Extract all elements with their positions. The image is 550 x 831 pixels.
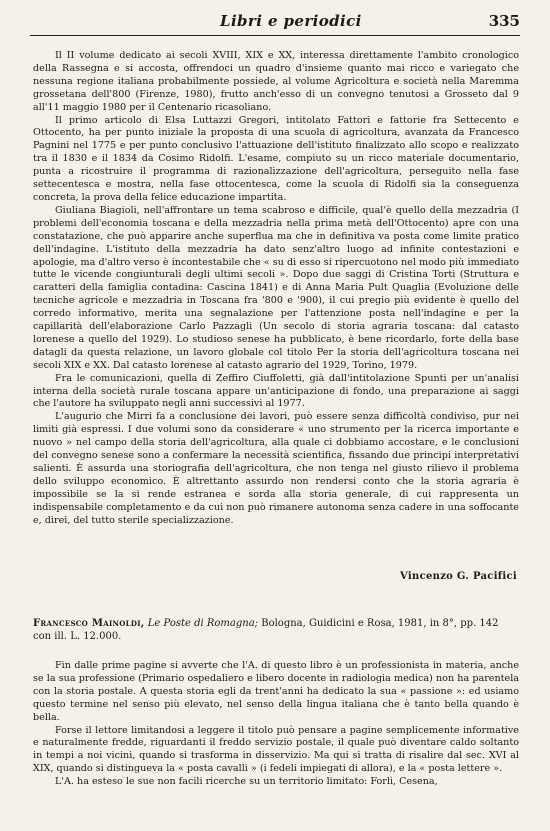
book-title: Le Poste di Romagna; <box>147 618 259 629</box>
paragraph: Fin dalle prime pagine si avverte che l'A. di questo libro è un professionista in materia, anche se la sua professione (Primario ospedaliero e libero docente in radiologia medica) non ha parentela con la storia postale. A questa storia egli da trent'anni ha dedicato la sua « passione »: ed usiamo questo termine nel senso più elevato, nel senso della lingua italiana che è tanto bella quando è bella. <box>33 660 519 723</box>
running-header <box>30 8 520 34</box>
book-author: Francesco Mainoldi, <box>33 618 145 629</box>
reviewer-signature: Vincenzo G. Pacifici <box>400 571 517 582</box>
page-number: 335 <box>488 12 520 30</box>
paragraph: Fra le comunicazioni, quella di Zeffiro Ciuffoletti, già dall'intitolazione Spunti per un'analisi interna della società rurale toscana appare un'anticipazione di fondo, una preparazione ai saggi che l'autore ha sviluppato negli anni successivi al 1977. <box>33 372 519 410</box>
review-body <box>33 50 519 528</box>
paragraph: L'augurio che Mirri fa a conclusione dei lavori, può essere senza difficoltà condiviso, pur nei limiti già espressi. I due volumi sono da considerare « uno strumento per la ricerca importante e nuovo » nel campo della storia dell'agricoltura, alla quale ci dobbiamo accostare, e le conclusioni del convegno senese sono a confermare la necessità scientifica, fissando due principi interpretativi salienti. È assurda una storiografia dell'agricoltura, che non tenga nel giusto rilievo il problema dello sviluppo economico. È altrettanto assurdo non rendersi conto che la storia agraria è impossibile se la si rende estranea e sorda alla storia generale, di cui rappresenta un indispensabile completamento e da cui non può rimanere autonoma senza cadere in una soffocante e, direi, del tutto sterile specializzazione. <box>33 411 519 526</box>
paragraph: Il primo articolo di Elsa Luttazzi Gregori, intitolato Fattori e fattorie fra Settecento e Ottocento, ha per punto iniziale la proposta di una scuola di agricoltura, avanzata da Francesco Pagnini nel 1775 e per punto conclusivo l'attuazione dell'istituto finalizzato allo scopo e realizzato tra il 1830 e il 1834 da Cosimo Ridolfi. L'esame, compiuto su un ricco materiale documentario, punta a ricostruire il programma di razionalizzazione dell'agricoltura, perseguito nella fase settecentesca e mostra, nella fase ottocentesca, come la scuola di Ridolfi sia la conseguenza concreta, la prova della felice educazione impartita. <box>33 114 519 203</box>
paragraph: Il II volume dedicato ai secoli XVIII, XIX e XX, interessa direttamente l'ambito cronologico della Rassegna e si accosta, offrendoci un quadro d'insieme quanto mai ricco e variegato che nessuna regione italiana probabilmente possiede, al volume Agricoltura e società nella Maremma grossetana dell'800 (Firenze, 1980), frutto anch'esso di un convegno tenutosi a Grosseto dal 9 all'11 maggio 1980 per il Centenario ricasoliano. <box>33 50 519 113</box>
second-review-body <box>33 660 519 789</box>
paragraph: L'A. ha esteso le sue non facili ricerche su un territorio limitato: Forlì, Cesena, <box>55 776 438 788</box>
bibliographic-entry <box>33 617 519 643</box>
paragraph: Giuliana Biagioli, nell'affrontare un tema scabroso e difficile, qual'è quello della mezzadria (I problemi dell'economia toscana e della mezzadria nella prima metà dell'Ottocento) apre con una constatazione, che può apparire anche superflua ma che in definitiva va posta come limite pratico dell'indagine. L'istituto della mezzadria ha dato senz'altro luogo ad infinite contestazioni e apologie, ma d'altro verso è incontestabile che « su di esso si ripercuotono nel modo più immediato tutte le vicende congiunturali degli ultimi secoli ». Dopo due saggi di Cristina Torti (Struttura e caratteri della famiglia contadina: Cascina 1841) e di Anna Maria Pult Quaglia (Evoluzione delle tecniche agricole e mezzadria in Toscana fra '800 e '900), il cui pregio più evidente è quello del corredo informativo, merita una segnalazione per l'attenzione posta nell'indagine e per la capillarità dell'elaborazione Carlo Pazzagli (Un secolo di storia agraria toscana: dal catasto lorenese a quello del 1929). Lo studioso senese ha pubblicato, è bene ricordarlo, forte della base datagli da questa relazione, un lavoro globale col titolo Per la storia dell'agricoltura toscana nei secoli XIX e XX. Dal catasto lorenese al catasto agrario del 1929, Torino, 1979. <box>33 204 519 371</box>
header-rule <box>30 35 520 36</box>
book-details: Bologna, Guidicini e Rosa, 1981, in 8°, pp. 142 con ill. L. 12.000. <box>33 618 499 642</box>
section-title: Libri e periodici <box>220 12 362 30</box>
paragraph: Forse il lettore limitandosi a leggere il titolo può pensare a pagine semplicemente informative e naturalmente fredde, riguardanti il freddo servizio postale, il quale può diventare caldo soltanto in tempi a noi vicini, quando si trasforma in disservizio. Ma qui si tratta di risalire dal sec. XVI al XIX, quando si distingueva la « posta cavalli » (i fedeli impiegati di allora), e la « posta lettere ». <box>33 724 519 775</box>
